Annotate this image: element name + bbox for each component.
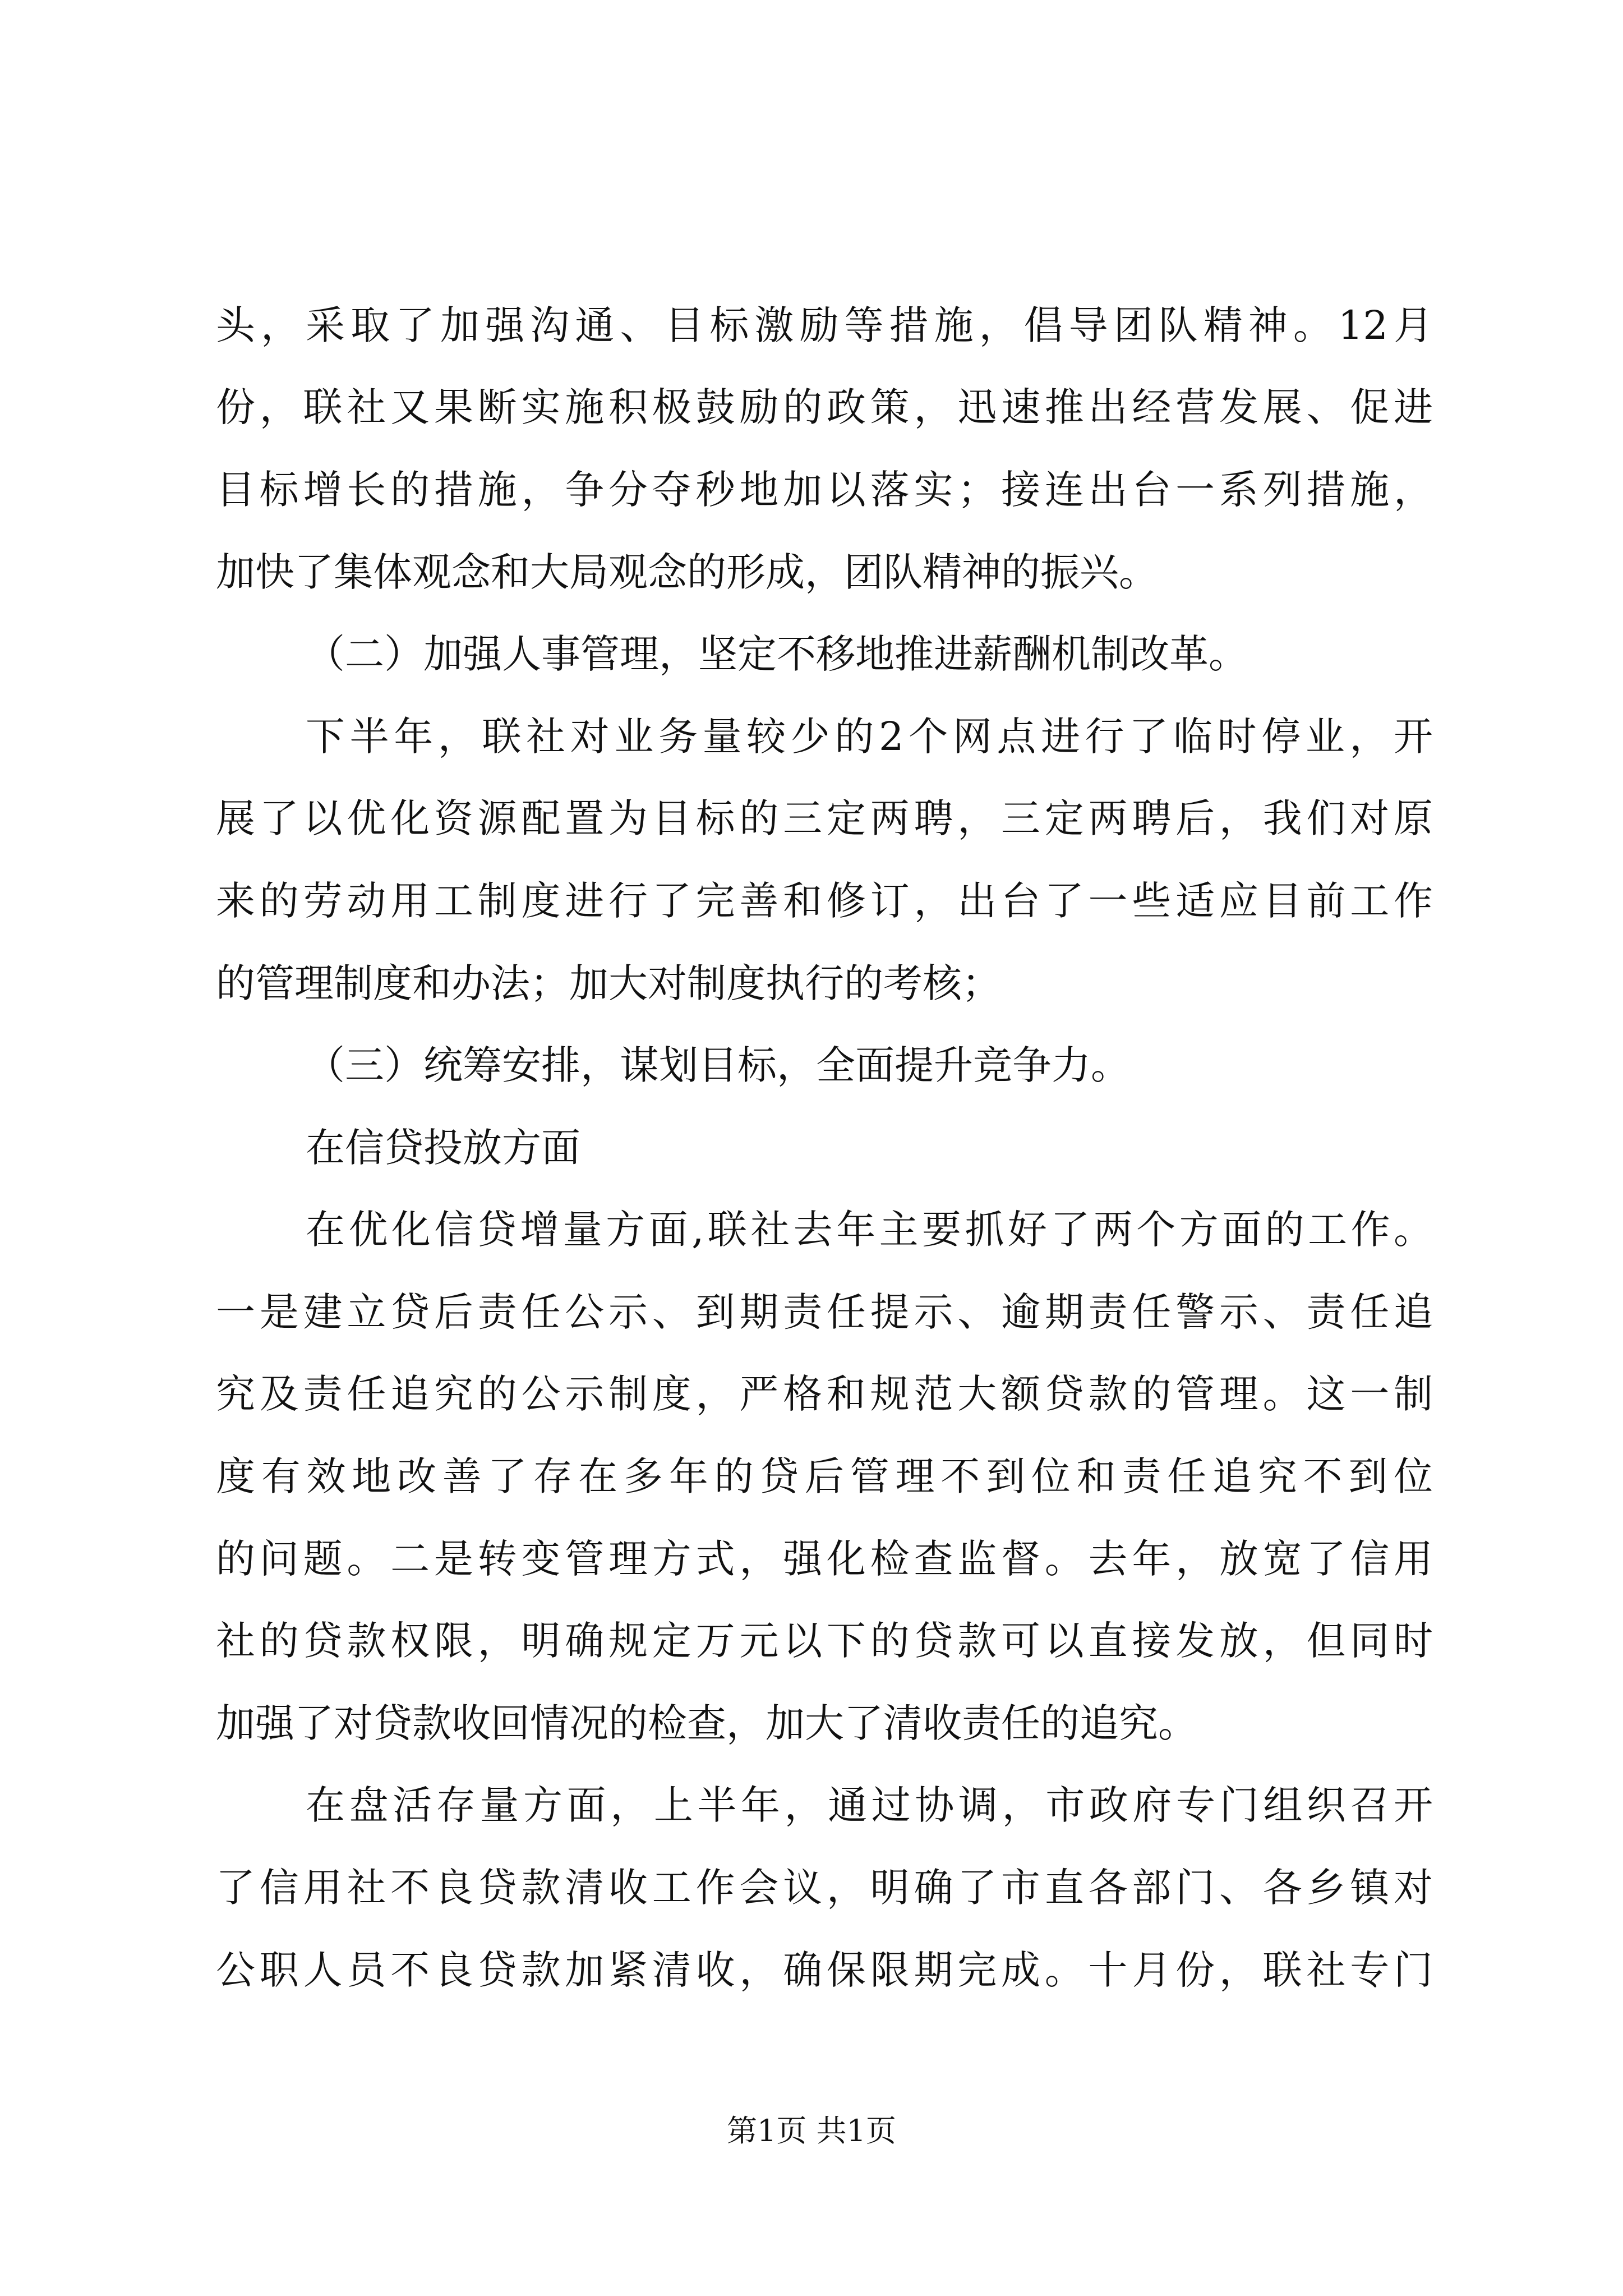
section-heading: （三）统筹安排，谋划目标，全面提升竞争力。 [306, 1042, 1130, 1088]
text-line: 加强了对贷款收回情况的检查，加大了清收责任的追究。 [216, 1700, 1197, 1746]
text-line: 究及责任追究的公示制度，严格和规范大额贷款的管理。这一制 [216, 1371, 1433, 1417]
subheading: 在信贷投放方面 [306, 1125, 580, 1171]
text-line: 头，采取了加强沟通、目标激励等措施，倡导团队精神。12月 [216, 302, 1433, 348]
text-line: 的问题。二是转变管理方式，强化检查监督。去年，放宽了信用 [216, 1536, 1433, 1582]
text-line: 目标增长的措施，争分夺秒地加以落实；接连出台一系列措施， [216, 467, 1433, 513]
text-line: 了信用社不良贷款清收工作会议，明确了市直各部门、各乡镇对 [216, 1865, 1433, 1911]
text-line: 一是建立贷后责任公示、到期责任提示、逾期责任警示、责任追 [216, 1289, 1433, 1335]
text-line: 加快了集体观念和大局观念的形成，团队精神的振兴。 [216, 549, 1158, 595]
text-line: 在盘活存量方面，上半年，通过协调，市政府专门组织召开 [306, 1782, 1433, 1828]
text-line: 展了以优化资源配置为目标的三定两聘，三定两聘后，我们对原 [216, 795, 1433, 841]
text-line: 在优化信贷增量方面,联社去年主要抓好了两个方面的工作。 [306, 1207, 1433, 1253]
page-footer: 第1页 共1页 [727, 2113, 896, 2148]
text-line: 社的贷款权限，明确规定万元以下的贷款可以直接发放，但同时 [216, 1618, 1433, 1664]
text-line: 的管理制度和办法；加大对制度执行的考核； [216, 960, 1001, 1006]
text-line: 下半年，联社对业务量较少的2个网点进行了临时停业，开 [306, 714, 1433, 760]
section-heading: （二）加强人事管理，坚定不移地推进薪酬机制改革。 [306, 631, 1248, 677]
text-line: 度有效地改善了存在多年的贷后管理不到位和责任追究不到位 [216, 1453, 1433, 1499]
text-line: 份，联社又果断实施积极鼓励的政策，迅速推出经营发展、促进 [216, 384, 1433, 430]
text-line: 来的劳动用工制度进行了完善和修订，出台了一些适应目前工作 [216, 878, 1433, 924]
text-line: 公职人员不良贷款加紧清收，确保限期完成。十月份，联社专门 [216, 1947, 1433, 1993]
